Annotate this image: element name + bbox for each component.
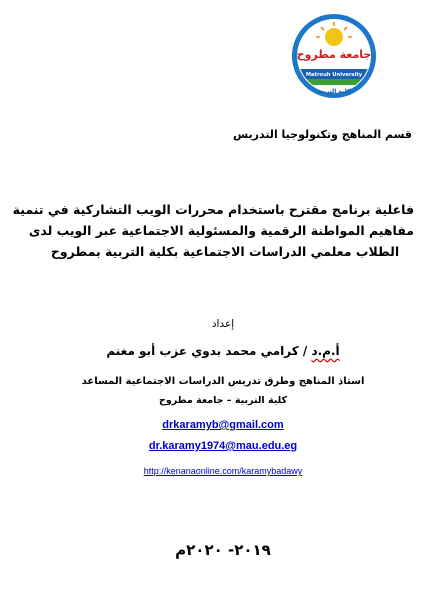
website-link[interactable]: http://kenanaonline.com/karamybadawy: [143, 466, 303, 476]
logo-arabic-name: جامعة مطروح: [296, 48, 372, 61]
title-line: مفاهيم المواطنة الرقمية والمسئولية الاجتماعية عبر الويب لدى: [28, 223, 414, 238]
author-degree: أ.م.د: [311, 344, 340, 358]
prepared-by-label: إعداد: [211, 318, 235, 330]
author-name: [0, 344, 446, 358]
email-link-secondary: [0, 439, 446, 452]
author-rank: استاذ المناهج وطرق تدريس الدراسات الاجتماعية المساعد: [81, 376, 365, 387]
research-title: [12, 199, 414, 262]
author-faculty: كلية التربية – جامعة مطروح: [158, 395, 288, 406]
title-line: الطلاب معلمي الدراسات الاجتماعية بكلية التربية بمطروح: [50, 244, 400, 259]
title-line: فاعلية برنامج مقترح باستخدام محررات الويب التشاركية في تنمية: [12, 202, 414, 217]
email-gmail[interactable]: drkaramyb@gmail.com: [162, 419, 284, 431]
academic-year: ٢٠١٩- ٢٠٢٠م: [175, 541, 271, 559]
logo-faculty: كلية التربية: [317, 88, 351, 95]
author-full-name: / كرامي محمد بدوي عزب أبو مغنم: [106, 344, 312, 358]
university-logo: [291, 13, 377, 99]
logo-english-name: Matrouh University: [305, 72, 363, 78]
email-university[interactable]: dr.karamy1974@mau.edu.eg: [148, 440, 298, 452]
department-name: قسم المناهج وتكنولوجيا التدريس: [232, 128, 412, 141]
website-link-row: [0, 466, 446, 477]
email-link-primary: [0, 418, 446, 431]
